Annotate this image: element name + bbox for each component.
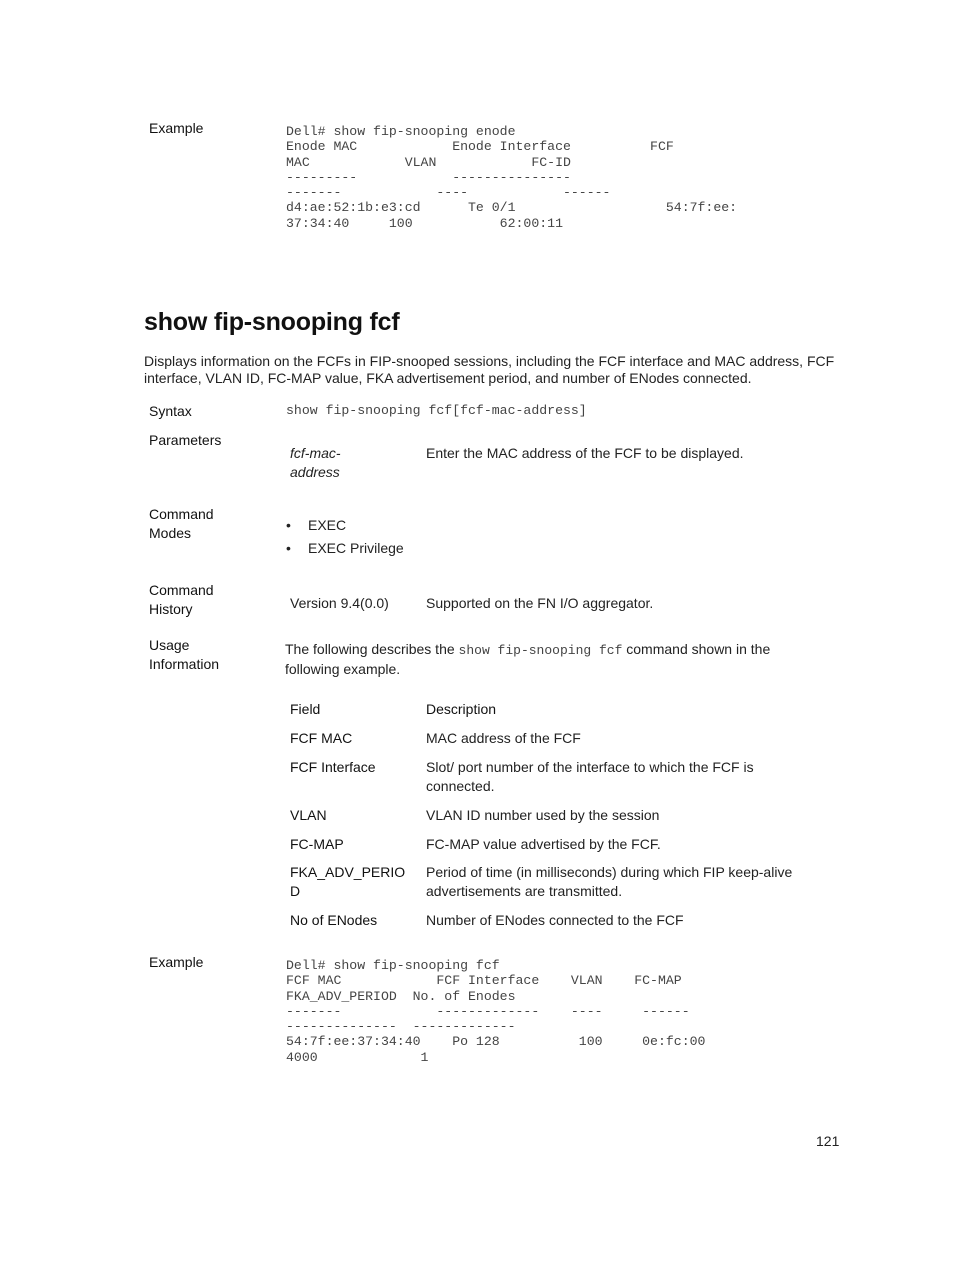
example-label-1: Example — [149, 120, 204, 136]
section-title: show fip-snooping fcf — [144, 308, 400, 336]
mode-item: • EXEC — [286, 514, 404, 537]
table-cell-description: MAC address of the FCF — [426, 730, 581, 746]
example-code-2: Dell# show fip-snooping fcf FCF MAC FCF Interface VLAN FC-MAP FKA_ADV_PERIOD No. of Enodes ------- ------------- ---- ------ -------------- ------------- 54:7f:ee:37:34:40 Po 128 100 0e:fc:00 4000 1 — [286, 958, 706, 1065]
table-cell-description: Slot/ port number of the interface to which the FCF is connected. — [426, 759, 754, 794]
parameter-name: fcf-mac- address — [290, 445, 341, 480]
table-header-description: Description — [426, 701, 497, 717]
history-version: Version 9.4(0.0) — [290, 595, 389, 611]
table-header-field: Field — [290, 701, 321, 717]
usage-label: Usage Information — [149, 637, 220, 672]
example-label-2: Example — [149, 954, 204, 970]
section-description: Displays information on the FCFs in FIP-snooped sessions, including the FCF interface and MAC address, FCF interface, VLAN ID, FC-MAP value, FKA advertisement period, and number of ENodes connected. — [144, 353, 835, 386]
usage-intro-code: show fip-snooping fcf — [458, 643, 623, 658]
command-modes-label: Command Modes — [149, 506, 214, 541]
table-cell-description: FC-MAP value advertised by the FCF. — [426, 836, 661, 852]
table-cell-description: VLAN ID number used by the session — [426, 807, 660, 823]
table-cell-description: Period of time (in milliseconds) during which FIP keep-alive advertisements are transmitted. — [426, 864, 793, 899]
table-cell-field: FKA_ADV_PERIO D — [290, 864, 406, 899]
example-code-1: Dell# show fip-snooping enode Enode MAC Enode Interface FCF MAC VLAN FC-ID --------- --------------- ------- ---- ------ d4:ae:52:1b:e3:cd Te 0/1 54:7f:ee: 37:34:40 100 62:00:11 — [286, 124, 738, 231]
table-cell-field: FCF MAC — [290, 730, 353, 746]
parameter-description: Enter the MAC address of the FCF to be displayed. — [426, 445, 744, 461]
table-cell-field: FC-MAP — [290, 836, 344, 852]
history-description: Supported on the FN I/O aggregator. — [426, 595, 654, 611]
usage-intro — [285, 640, 825, 679]
table-cell-description: Number of ENodes connected to the FCF — [426, 912, 684, 928]
syntax-label: Syntax — [149, 403, 192, 419]
syntax-code: show fip-snooping fcf[fcf-mac-address] — [286, 403, 587, 418]
command-history-label: Command History — [149, 582, 214, 617]
parameters-label: Parameters — [149, 432, 222, 448]
usage-intro-before: The following describes the — [285, 641, 459, 657]
table-cell-field: VLAN — [290, 807, 327, 823]
mode-item: • EXEC Privilege — [286, 537, 404, 560]
page-number: 121 — [816, 1133, 840, 1149]
table-cell-field: FCF Interface — [290, 759, 376, 775]
usage-intro-after: command shown in the following example. — [285, 641, 771, 677]
command-modes-list — [286, 514, 404, 560]
table-cell-field: No of ENodes — [290, 912, 378, 928]
